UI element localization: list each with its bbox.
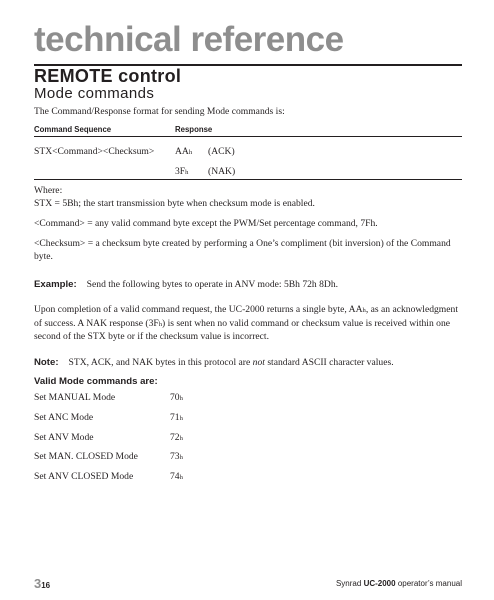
mode-label: Set MANUAL Mode xyxy=(34,392,116,403)
where-checksum: <Checksum> = a checksum byte created by performing a One’s compliment (bit inversion) of the Command byte. xyxy=(34,238,451,262)
footer-manual: Synrad UC-2000 operator’s manual xyxy=(335,579,462,588)
mode-code: 70h xyxy=(170,392,183,403)
valid-modes-heading: Valid Mode commands are: xyxy=(34,376,158,387)
example-label: Example: xyxy=(34,279,77,290)
table-row-1-meaning: (ACK) xyxy=(208,146,235,157)
completion-paragraph: Upon completion of a valid command request, the UC-2000 returns a single byte, AAh, as an acknowledgment of success. A NAK response (3Fh) is sent when no valid command or checksum value is received within one second of the STX byte or if the checksum value is incorrect. xyxy=(34,304,458,342)
mode-label: Set ANC Mode xyxy=(34,412,94,423)
where-command: <Command> = any valid command byte except the PWM/Set percentage command, 7Fh. xyxy=(34,218,378,229)
table-header-response: Response xyxy=(175,125,213,134)
table-header-rule xyxy=(34,136,462,137)
subsection-title: Mode commands xyxy=(34,85,155,102)
intro-text: The Command/Response format for sending Mode commands is: xyxy=(34,106,285,117)
where-stx: STX = 5Bh; the start transmission byte when checksum mode is enabled. xyxy=(34,198,315,209)
mode-code: 74h xyxy=(170,471,183,482)
table-row-1-command: STX<Command><Checksum> xyxy=(34,146,155,157)
table-header-command: Command Sequence xyxy=(34,125,112,134)
mode-code: 71h xyxy=(170,412,183,423)
note-text: STX, ACK, and NAK bytes in this protocol are not standard ASCII character values. xyxy=(68,357,394,368)
section-title: REMOTE control xyxy=(34,66,182,86)
table-row-1-response: AAh xyxy=(175,146,193,157)
note-label: Note: xyxy=(34,357,59,368)
note-line xyxy=(34,352,394,370)
example-text: Send the following bytes to operate in ANV mode: 5Bh 72h 8Dh. xyxy=(86,279,339,290)
example-line xyxy=(34,274,338,292)
table-row-2-meaning: (NAK) xyxy=(208,166,236,177)
page-number: 316 xyxy=(34,576,51,591)
where-label: Where: xyxy=(34,185,63,196)
mode-label: Set MAN. CLOSED Mode xyxy=(34,451,138,462)
page-title: technical reference xyxy=(34,20,344,59)
mode-label: Set ANV CLOSED Mode xyxy=(34,471,134,482)
mode-code: 73h xyxy=(170,451,183,462)
mode-code: 72h xyxy=(170,432,183,443)
table-bottom-rule xyxy=(34,179,462,180)
table-row-2-response: 3Fh xyxy=(175,166,189,177)
mode-label: Set ANV Mode xyxy=(34,432,94,443)
